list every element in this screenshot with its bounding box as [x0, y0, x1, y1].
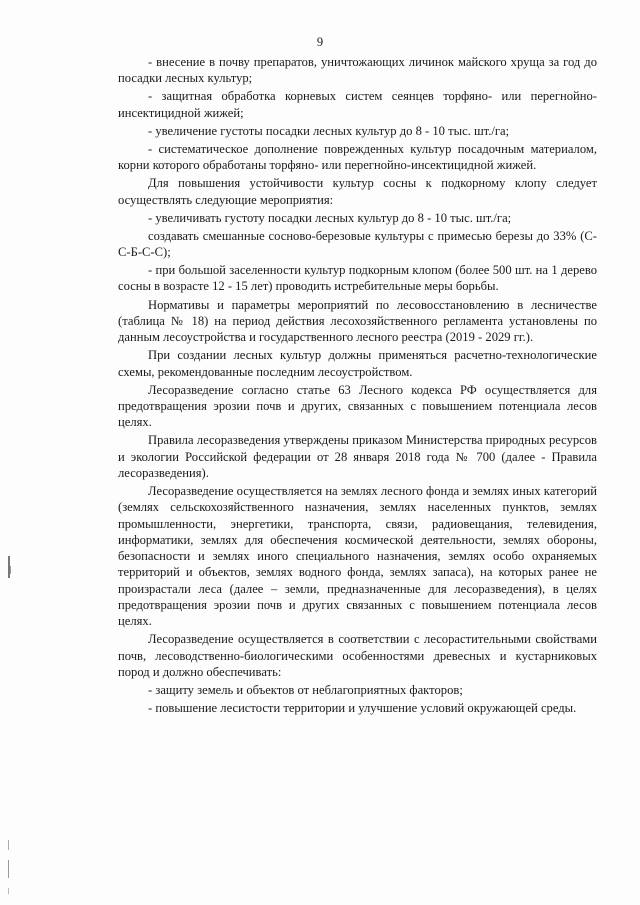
paragraph-root-treatment: - защитная обработка корневых систем сеянцев торфяно- или перегнойно-инсектицидной жижей; — [118, 89, 597, 120]
paragraph-extermination: - при большой заселенности культур подкорным клопом (более 500 шт. на 1 дерево сосны в возрасте 12 - 15 лет) проводить истребительные меры борьбы. — [118, 263, 597, 294]
paragraph-reforestation-norms: Нормативы и параметры мероприятий по лесовосстановлению в лесничестве (таблица № 18) на период действия лесохозяйственного регламента установлены по данным лесоустройства и государственного лесного реестра (2019 - 2029 гг.). — [118, 297, 597, 345]
paragraph-increase-density: - увеличивать густоту посадки лесных культур до 8 - 10 тыс. шт./га; — [148, 210, 512, 225]
page-number: 9 — [316, 35, 324, 49]
scan-margin-mark — [8, 860, 9, 878]
paragraph-replanting: - систематическое дополнение поврежденных культур посадочным материалом, корни которого обработаны торфяно- или перегнойно-инсектицидной жижей. — [118, 141, 597, 173]
paragraph-afforestation-article: Лесоразведение согласно статье 63 Лесного кодекса РФ осуществляется для предотвращения эрозии почв и других, связанных с повышением потенциала лесов целях. — [118, 382, 597, 430]
paragraph-technological-schemes: При создании лесных культур должны применяться расчетно-технологические схемы, рекомендованные последним лесоустройством. — [118, 348, 597, 379]
scan-margin-mark — [8, 840, 9, 850]
scan-margin-mark — [10, 566, 11, 574]
paragraph-planting-density: - увеличение густоты посадки лесных культур до 8 - 10 тыс. шт./га; — [148, 123, 510, 138]
document-body — [118, 54, 597, 718]
scan-margin-mark — [8, 888, 9, 894]
paragraph-mixed-cultures: создавать смешанные сосново-березовые культуры с примесью березы до 33% (С-С-Б-С-С); — [118, 228, 597, 260]
paragraph-afforestation-rules: Правила лесоразведения утверждены приказом Министерства природных ресурсов и экологии Российской федерации от 28 января 2018 года № 700 (далее - Правила лесоразведения). — [118, 433, 597, 480]
paragraph-pest-larvae-treatment: - внесение в почву препаратов, уничтожающих личинок майского хруща за год до посадки лесных культур; — [118, 55, 597, 86]
paragraph-afforestation-lands: Лесоразведение осуществляется на землях лесного фонда и землях иных категорий (землях сельскохозяйственного назначения, землях населенных пунктов, землях промышленности, энергетики, транспорта, связи, радиовещания, телевидения, информатики, землях для обеспечения космической деятельности, землях обороны, безопасности и землях иного специального назначения, землях особо охраняемых территорий и объектов, землях водного фонда, землях запаса), на которых ранее не произрастали леса (далее – земли, предназначенные для лесоразведения), в целях предотвращения эрозии почв и других связанных с повышением потенциала лесов целях. — [118, 483, 597, 629]
paragraph-forest-cover: - повышение лесистости территории и улучшение условий окружающей среды. — [148, 701, 577, 716]
paragraph-land-protection: - защиту земель и объектов от неблагоприятных факторов; — [148, 683, 463, 698]
paragraph-pine-bug-intro: Для повышения устойчивости культур сосны к подкорному клопу следует осуществлять следующие мероприятия: — [118, 176, 597, 207]
paragraph-afforestation-conditions: Лесоразведение осуществляется в соответствии с лесорастительными свойствами почв, лесоводственно-биологическими особенностями древесных и кустарниковых пород и должно обеспечивать: — [118, 632, 597, 680]
